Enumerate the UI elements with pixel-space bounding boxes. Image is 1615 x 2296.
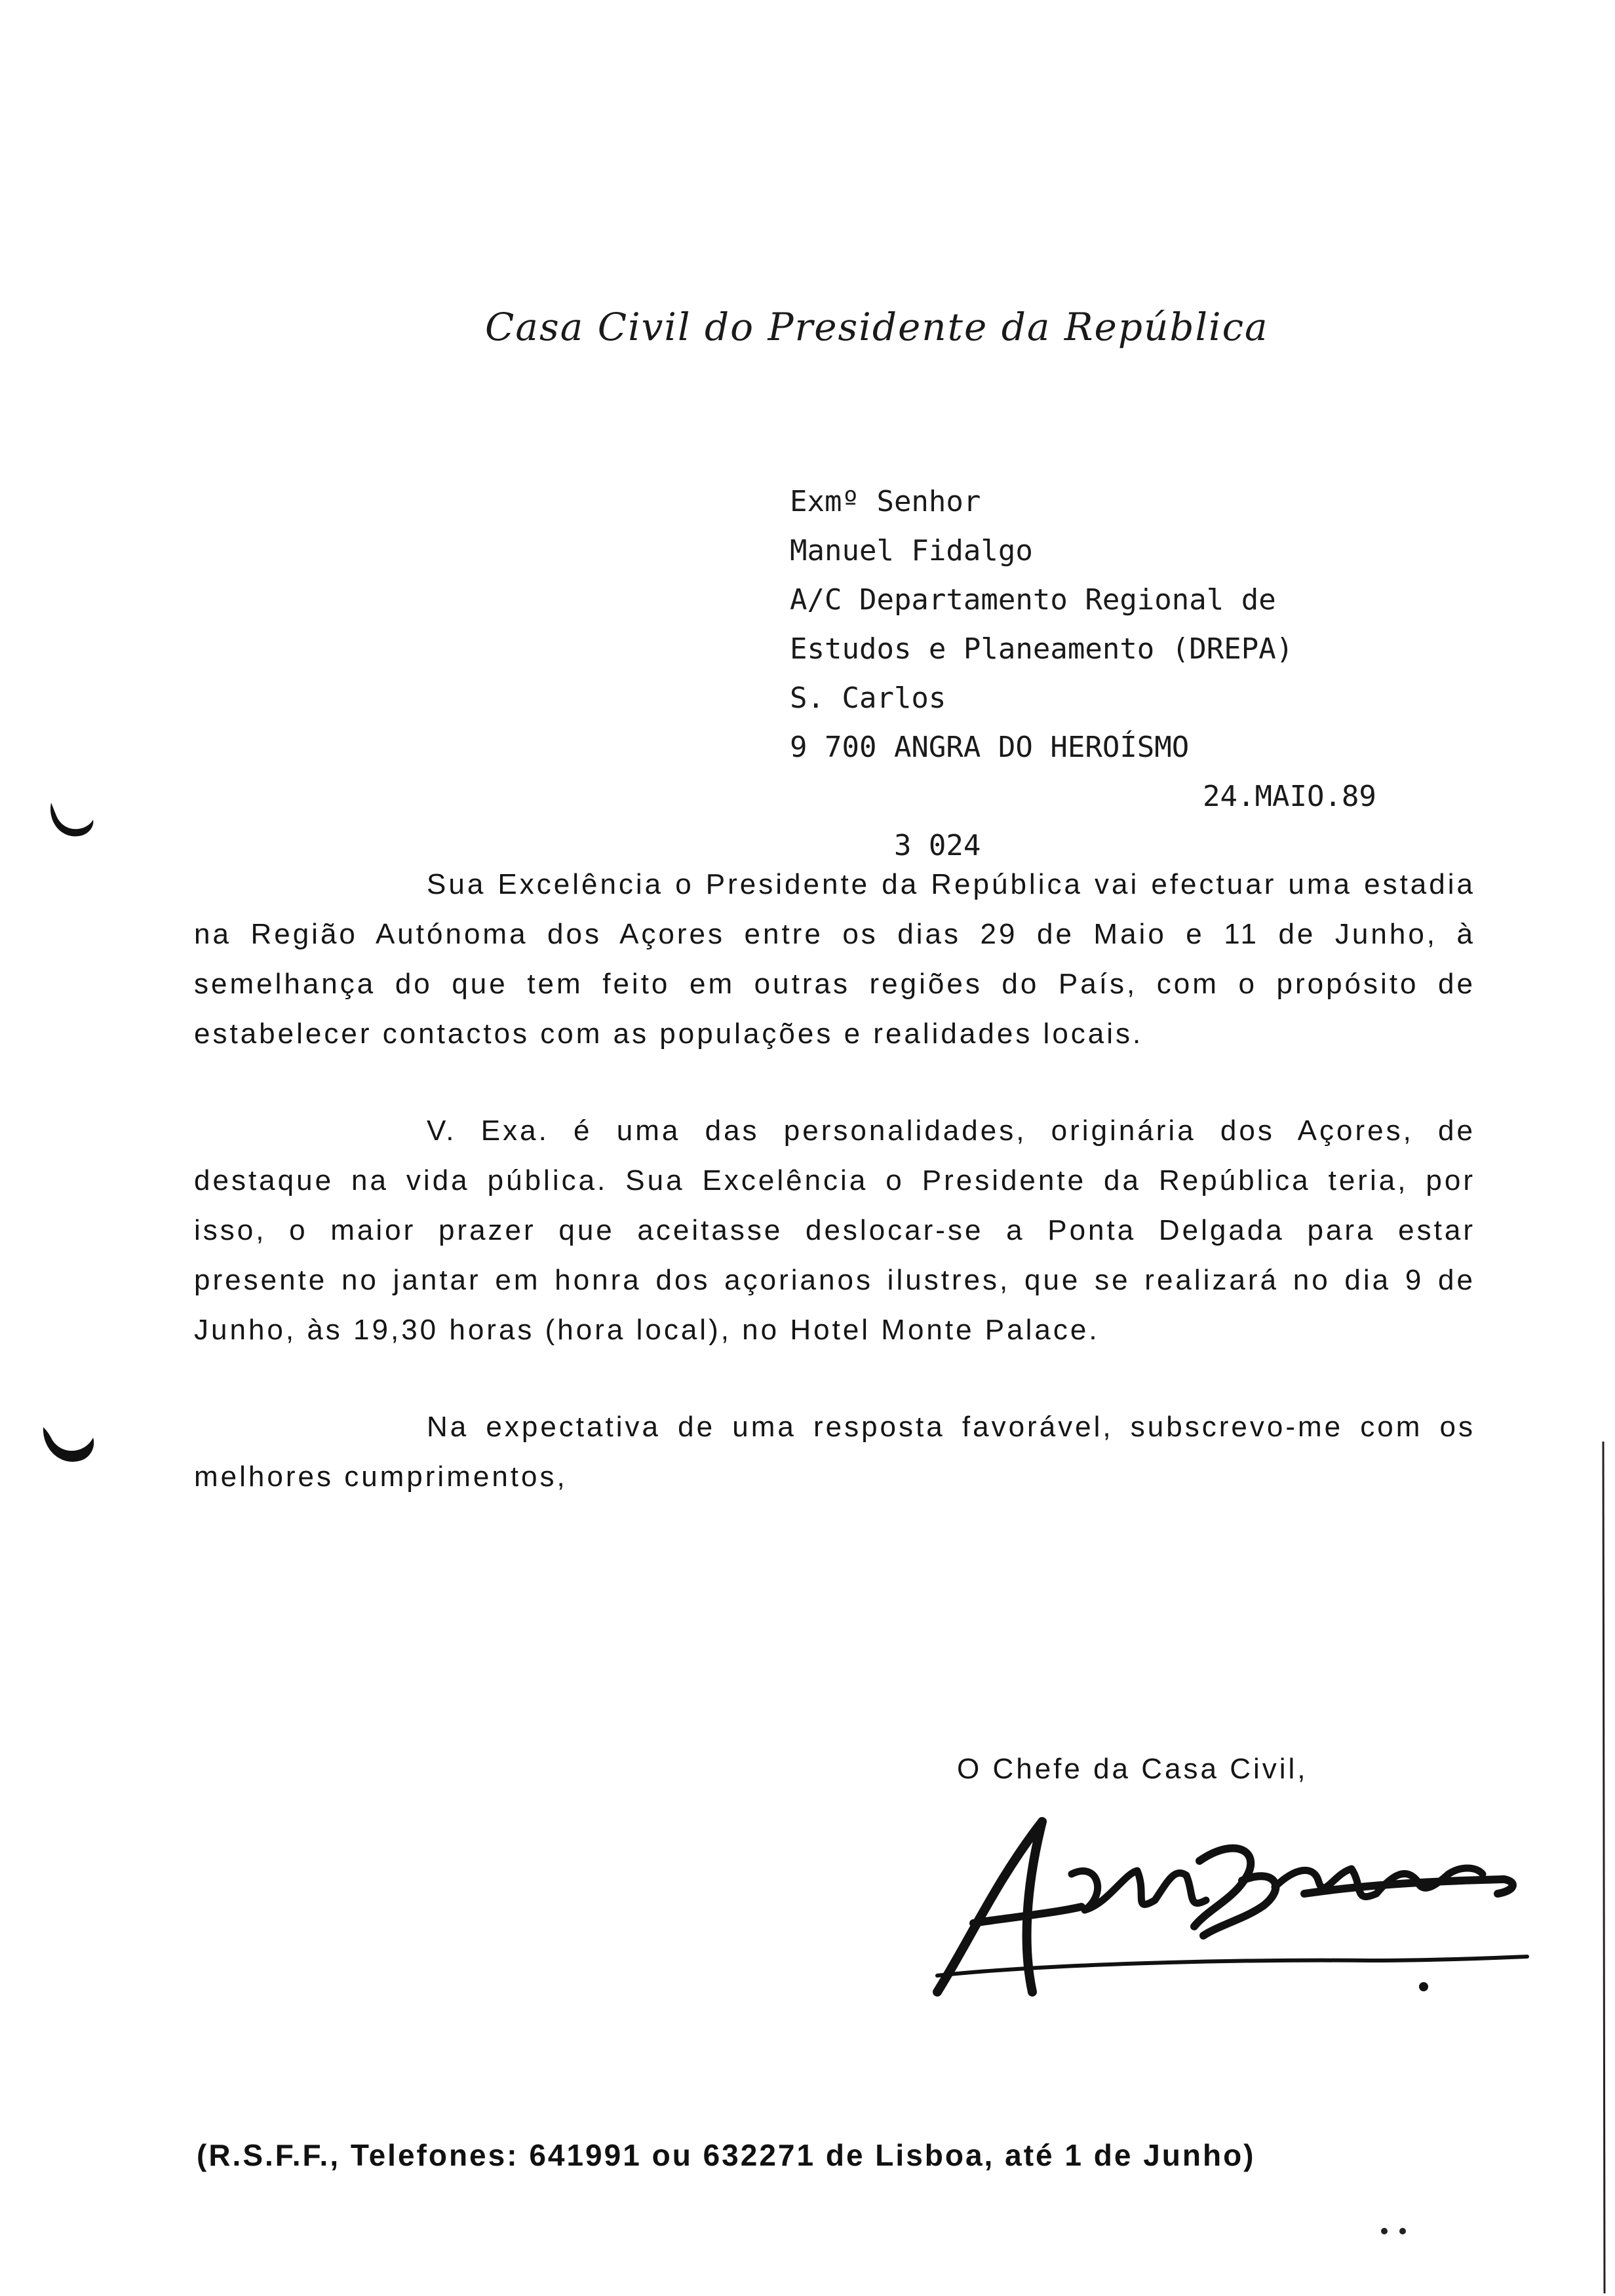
speck-dots <box>1376 2225 1416 2238</box>
body-paragraph-3-text: Na expectativa de uma resposta favorável, subscrevo-me com os melhores cumprimentos, <box>194 1411 1475 1493</box>
recipient-department-line-1: A/C Departamento Regional de <box>790 583 1276 617</box>
reference-date-row <box>790 772 1445 862</box>
letterhead-title: Casa Civil do Presidente da República <box>485 305 1269 349</box>
body-paragraph-3 <box>194 1402 1475 1502</box>
body-paragraph-1 <box>194 860 1475 1059</box>
footer-contact-note: (R.S.F.F., Telefones: 641991 ou 632271 de Lisboa, até 1 de Junho) <box>197 2138 1256 2172</box>
recipient-name: Manuel Fidalgo <box>790 534 1033 567</box>
body-paragraph-2-text: V. Exa. é uma das personalidades, originária dos Açores, de destaque na vida pública. Sua Excelência o Presidente da República teria, por isso, o maior prazer que aceitasse deslocar-se a Ponta Delgada para estar presente no jantar em honra dos açorianos ilustres, que se realizará no dia 9 de Junho, às 19,30 horas (hora local), no Hotel Monte Palace. <box>194 1115 1475 1346</box>
recipient-street: S. Carlos <box>790 681 946 715</box>
body-paragraph-2 <box>194 1106 1475 1355</box>
recipient-department-line-2: Estudos e Planeamento (DREPA) <box>790 632 1294 666</box>
body-paragraph-1-text: Sua Excelência o Presidente da República vai efectuar uma estadia na Região Autónoma dos Açores entre os dias 29 de Maio e 11 de Junho, à semelhança do que tem feito em outras regiões do País, com o propósito de estabelecer contactos com as populações e realidades locais. <box>194 868 1475 1050</box>
letter-body <box>194 860 1475 1502</box>
letter-date: 24.MAIO.89 <box>1203 780 1376 813</box>
recipient-city: 9 700 ANGRA DO HEROÍSMO <box>790 731 1190 764</box>
punch-hole-mark-bottom <box>39 1422 98 1474</box>
closing-title: O Chefe da Casa Civil, <box>957 1753 1308 1785</box>
recipient-address-block <box>790 477 1445 862</box>
punch-hole-mark-top <box>46 796 98 849</box>
reference-number: 3 024 <box>893 829 981 862</box>
scan-edge-line <box>1597 1442 1610 2293</box>
recipient-salutation: Exmº Senhor <box>790 485 981 518</box>
handwritten-signature <box>911 1795 1540 2012</box>
